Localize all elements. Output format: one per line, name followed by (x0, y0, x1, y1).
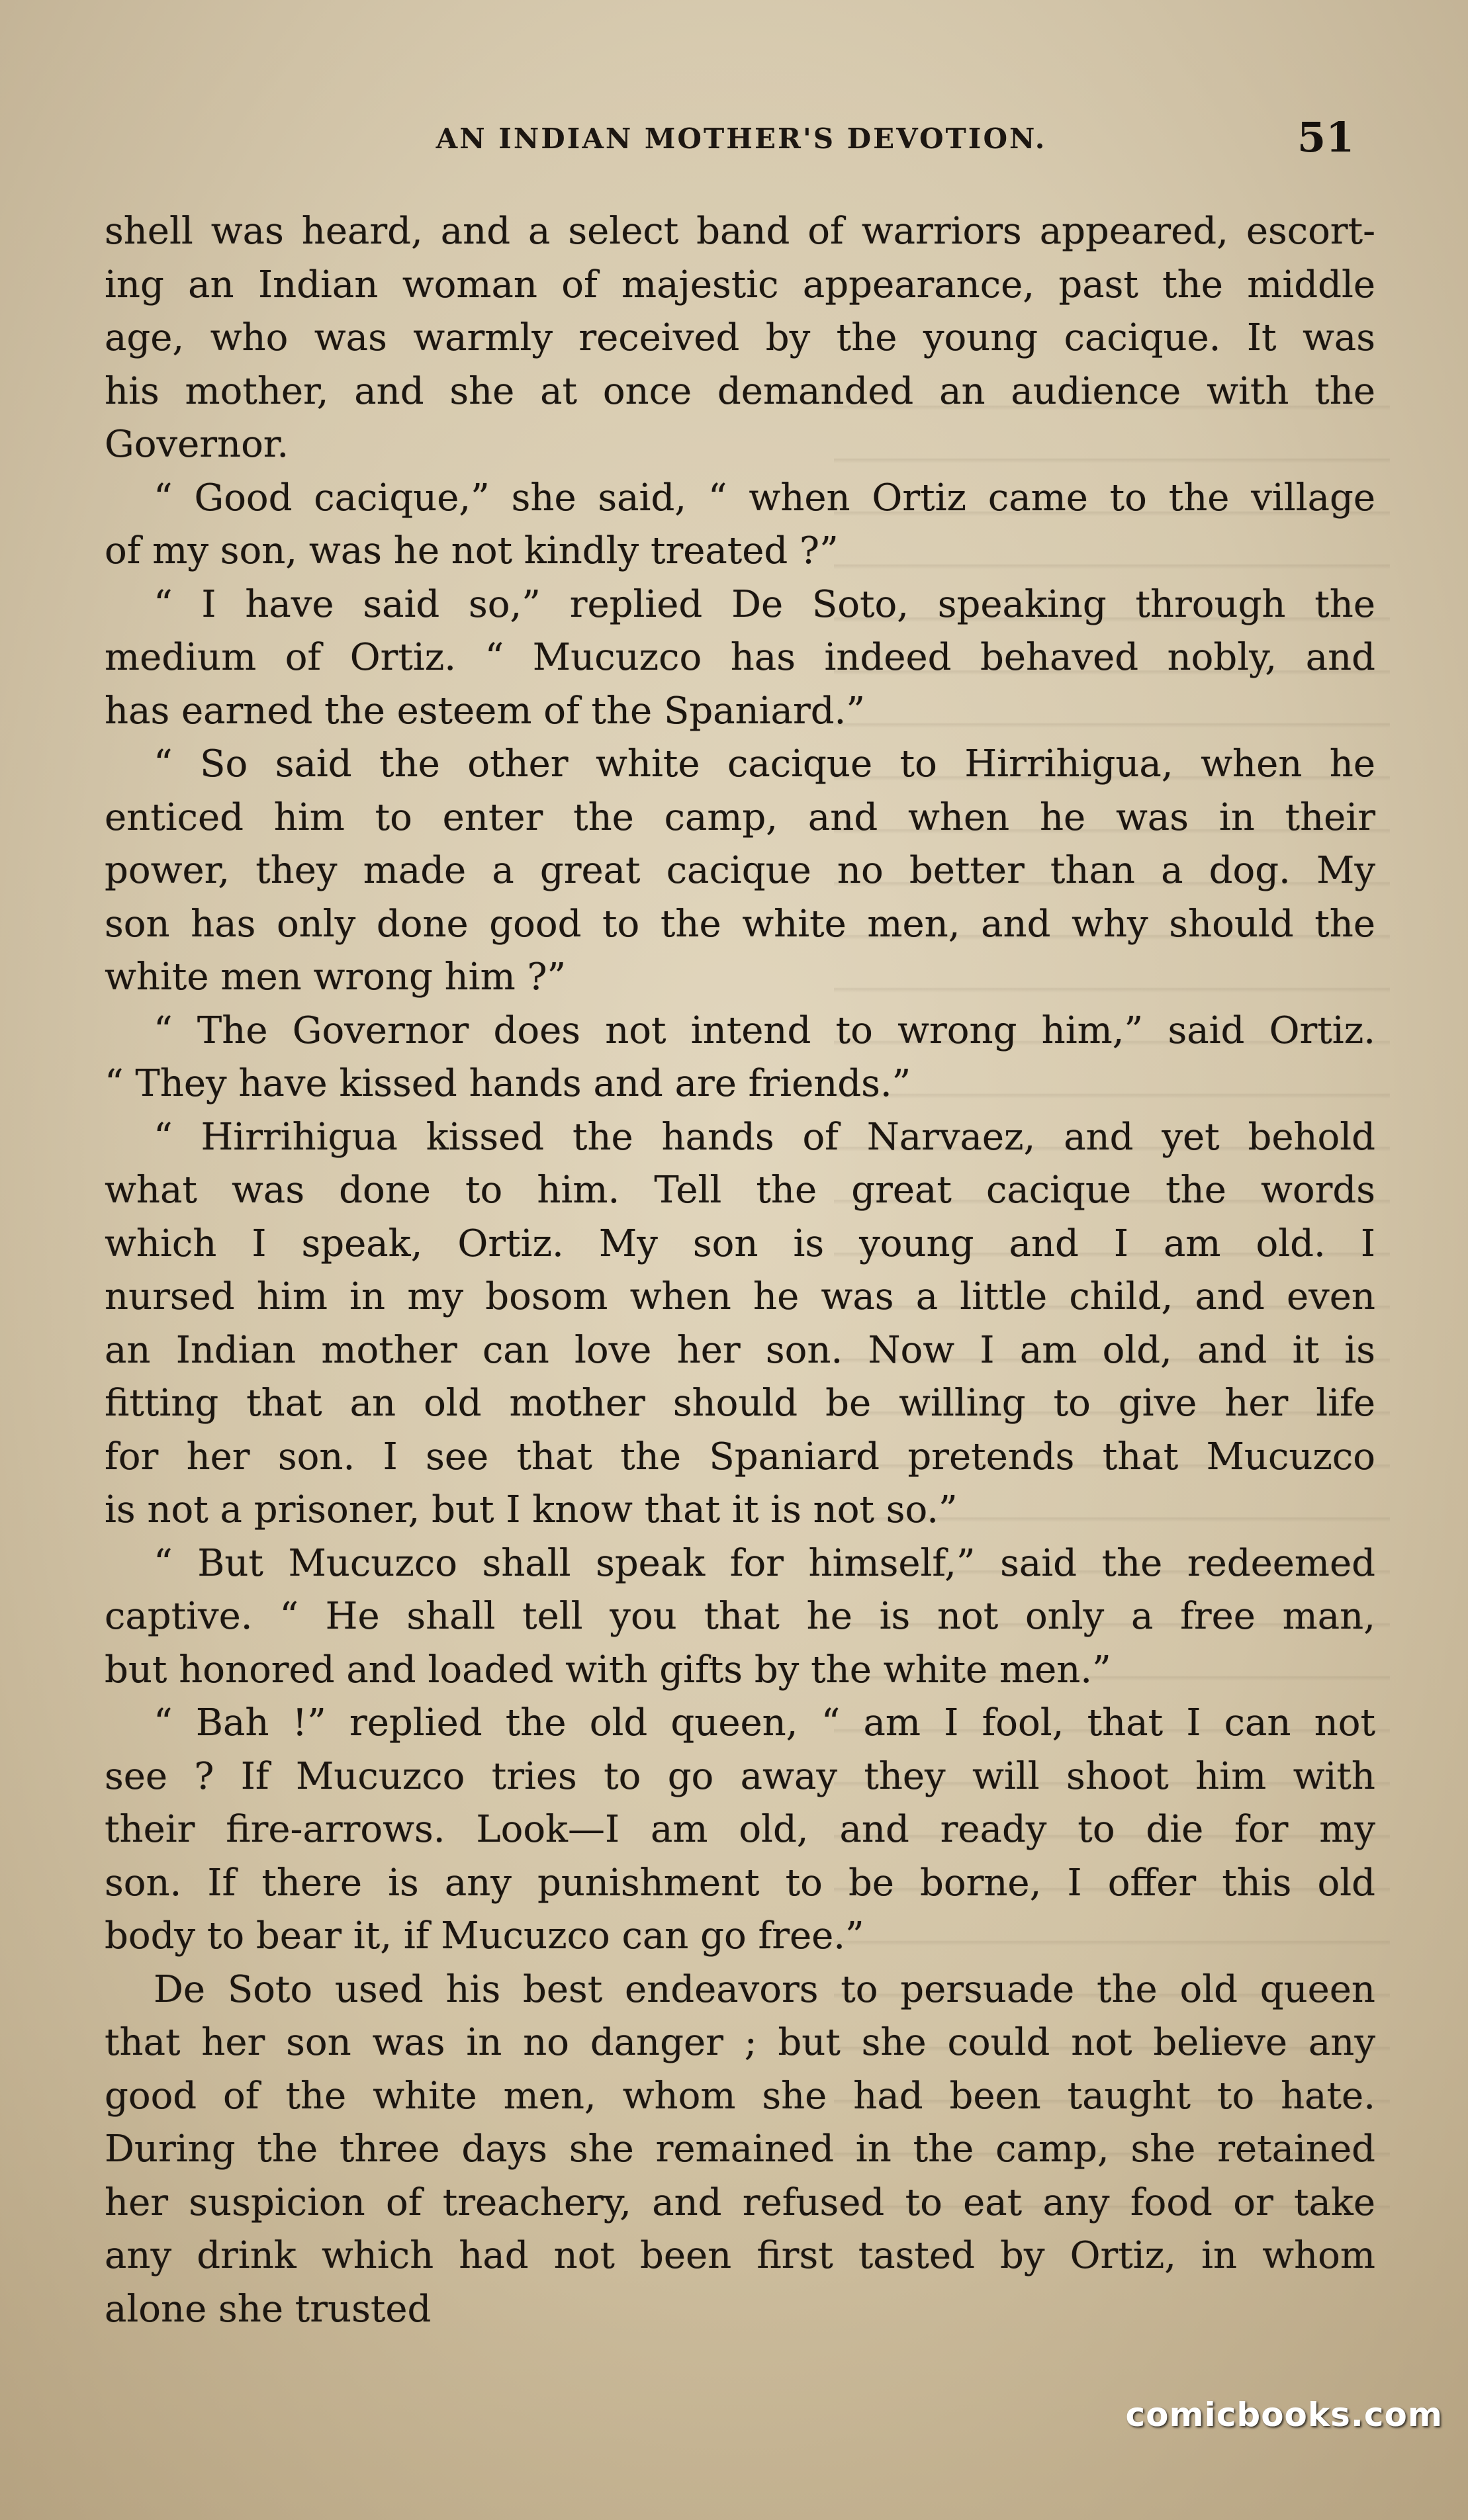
body-text (105, 205, 1375, 2336)
text-line: an Indian mother can love her son. Now I am old, and it is (105, 1328, 1375, 1372)
text-line: “ Hirrihigua kissed the hands of Narvaez, and yet behold (154, 1115, 1375, 1159)
text-line: white men wrong him ?” (105, 956, 567, 999)
text-line: son has only done good to the white men, and why should the (105, 902, 1375, 946)
text-line: medium of Ortiz. “ Mucuzco has indeed behaved nobly, and (105, 636, 1375, 679)
text-line: Governor. (105, 423, 289, 466)
text-line: what was done to him. Tell the great cacique the words (105, 1169, 1375, 1212)
text-line: power, they made a great cacique no better than a dog. My (105, 849, 1375, 892)
text-line: her suspicion of treachery, and refused to eat any food or take (105, 2181, 1375, 2224)
text-line: “ They have kissed hands and are friends.” (105, 1062, 911, 1105)
text-line: enticed him to enter the camp, and when he was in their (105, 795, 1375, 839)
text-line: of my son, was he not kindly treated ?” (105, 529, 839, 572)
text-line: but honored and loaded with gifts by the white men.” (105, 1648, 1111, 1691)
text-line: his mother, and she at once demanded an audience with the (105, 369, 1375, 413)
text-line: “ Bah !” replied the old queen, “ am I fool, that I can not (154, 1701, 1375, 1744)
text-line: is not a prisoner, but I know that it is not so.” (105, 1488, 958, 1531)
text-line: son. If there is any punishment to be borne, I offer this old (105, 1861, 1375, 1905)
text-line: age, who was warmly received by the young cacique. It was (105, 316, 1375, 359)
text-line: captive. “ He shall tell you that he is not only a free man, (105, 1595, 1375, 1638)
text-line: which I speak, Ortiz. My son is young and I am old. I (105, 1222, 1375, 1265)
text-line: good of the white men, whom she had been taught to hate. (105, 2074, 1375, 2118)
text-line: fitting that an old mother should be willing to give her life (105, 1382, 1375, 1425)
text-line: De Soto used his best endeavors to persuade the old queen (154, 1967, 1375, 2011)
text-line: body to bear it, if Mucuzco can go free.” (105, 1914, 864, 1958)
text-line: ing an Indian woman of majestic appearance, past the middle (105, 263, 1375, 306)
text-line: “ The Governor does not intend to wrong him,” said Ortiz. (154, 1009, 1375, 1052)
text-line: any drink which had not been first tasted by Ortiz, in whom (105, 2234, 1375, 2277)
text-line: “ But Mucuzco shall speak for himself,” said the redeemed (154, 1541, 1375, 1585)
text-line: shell was heard, and a select band of warriors appeared, escort- (105, 210, 1375, 253)
text-line: alone she trusted (105, 2287, 432, 2331)
text-line: see ? If Mucuzco tries to go away they will shoot him with (105, 1754, 1375, 1798)
page-number: 51 (1297, 113, 1355, 161)
text-line: During the three days she remained in the camp, she retained (105, 2128, 1375, 2171)
text-line: “ So said the other white cacique to Hirrihigua, when he (154, 742, 1375, 786)
text-line: their fire-arrows. Look—I am old, and ready to die for my (105, 1808, 1375, 1851)
page-header (0, 113, 1468, 171)
text-line: “ Good cacique,” she said, “ when Ortiz came to the village (154, 476, 1375, 519)
running-title: AN INDIAN MOTHER'S DEVOTION. (436, 122, 1047, 155)
text-line: “ I have said so,” replied De Soto, speaking through the (154, 582, 1375, 626)
watermark: comicbooks.com (1125, 2396, 1443, 2434)
text-line: that her son was in no danger ; but she could not believe any (105, 2021, 1375, 2064)
text-line: nursed him in my bosom when he was a little child, and even (105, 1275, 1375, 1318)
text-line: for her son. I see that the Spaniard pretends that Mucuzco (105, 1435, 1375, 1478)
text-line: has earned the esteem of the Spaniard.” (105, 689, 865, 733)
